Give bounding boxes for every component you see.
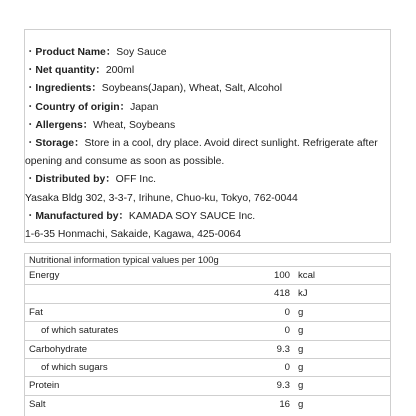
- nutrient-unit: g: [298, 380, 304, 392]
- distributor-address: Yasaka Bldg 302, 3-3-7, Irihune, Chuo-ku, Tokyo, 762-0044: [25, 192, 298, 204]
- info-row-manufactured-by: [25, 208, 389, 226]
- info-row-ingredients: [25, 80, 389, 98]
- info-value: Japan: [130, 101, 159, 113]
- bullet: ・: [25, 119, 36, 131]
- nutrient-unit: g: [298, 306, 304, 318]
- nutrient-value: 418: [273, 288, 290, 300]
- nutrient-unit: kcal: [298, 270, 316, 281]
- nutrient-label: Salt: [29, 398, 46, 410]
- info-key: Distributed by：: [35, 174, 116, 186]
- info-value: Soybeans(Japan), Wheat, Salt, Alcohol: [101, 83, 283, 95]
- nutrient-label: of which saturates: [41, 325, 119, 337]
- nutrition-row-energy-kcal: [25, 267, 390, 285]
- nutrient-value: 0: [284, 306, 290, 318]
- nutrition-row-salt: [25, 396, 390, 413]
- info-row-allergens: [25, 117, 389, 135]
- info-row-net-quantity: [25, 62, 389, 80]
- nutrition-row-carbohydrate: [25, 341, 390, 359]
- info-key: Country of origin：: [35, 101, 131, 113]
- info-key: Net quantity：: [35, 65, 106, 77]
- nutrient-value: 16: [279, 398, 290, 410]
- nutrient-label: of which sugars: [41, 361, 108, 373]
- nutrient-unit: g: [298, 343, 304, 355]
- nutrient-unit: g: [298, 361, 304, 373]
- bullet: ・: [25, 138, 36, 150]
- nutrient-value: 0: [284, 361, 290, 373]
- nutrition-table-header: Nutritional information typical values per 100g: [25, 254, 390, 267]
- info-key: Product Name：: [35, 47, 117, 58]
- info-row-distributed-by: [25, 171, 389, 189]
- info-key: Ingredients：: [35, 83, 102, 95]
- nutrient-value: 9.3: [276, 380, 290, 392]
- nutrition-row-fat: [25, 304, 390, 322]
- nutrition-row-saturates: [25, 322, 390, 340]
- info-row-product-name: [25, 44, 389, 62]
- bullet: ・: [25, 83, 36, 95]
- info-value: KAMADA SOY SAUCE Inc.: [128, 210, 256, 222]
- nutrient-label: Carbohydrate: [29, 343, 88, 355]
- info-row-storage: [25, 135, 389, 171]
- info-value: 200ml: [105, 65, 135, 77]
- nutrient-unit: g: [298, 325, 304, 337]
- info-row-country-of-origin: [25, 99, 389, 117]
- bullet: ・: [25, 101, 36, 113]
- nutrition-row-energy-kj: [25, 285, 390, 303]
- bullet: ・: [25, 210, 36, 222]
- info-value: Wheat, Soybeans: [93, 119, 176, 131]
- product-info-list: [25, 44, 389, 244]
- bullet: ・: [25, 65, 36, 77]
- nutrition-table: [24, 253, 391, 416]
- nutrient-label: Fat: [29, 306, 43, 318]
- nutrient-label: Energy: [29, 270, 60, 281]
- info-value: OFF Inc.: [115, 174, 157, 186]
- manufacturer-address: 1-6-35 Honmachi, Sakaide, Kagawa, 425-0064: [25, 229, 242, 241]
- bullet: ・: [25, 47, 36, 58]
- nutrient-value: 9.3: [276, 343, 290, 355]
- bullet: ・: [25, 174, 36, 186]
- nutrient-label: Protein: [29, 380, 60, 392]
- nutrient-value: 0: [284, 325, 290, 337]
- nutrition-row-protein: [25, 377, 390, 395]
- info-value: Store in a cool, dry place. Avoid direct sunlight. Refrigerate after opening and consume as soon as possible.: [25, 138, 378, 168]
- info-key: Manufactured by：: [35, 210, 129, 222]
- info-key: Storage：: [35, 138, 85, 150]
- nutrient-unit: kJ: [298, 288, 308, 300]
- info-value: Soy Sauce: [116, 47, 167, 58]
- nutrient-unit: g: [298, 398, 304, 410]
- info-key: Allergens：: [35, 119, 94, 131]
- nutrient-value: 100: [273, 270, 290, 281]
- nutrition-row-sugars: [25, 359, 390, 377]
